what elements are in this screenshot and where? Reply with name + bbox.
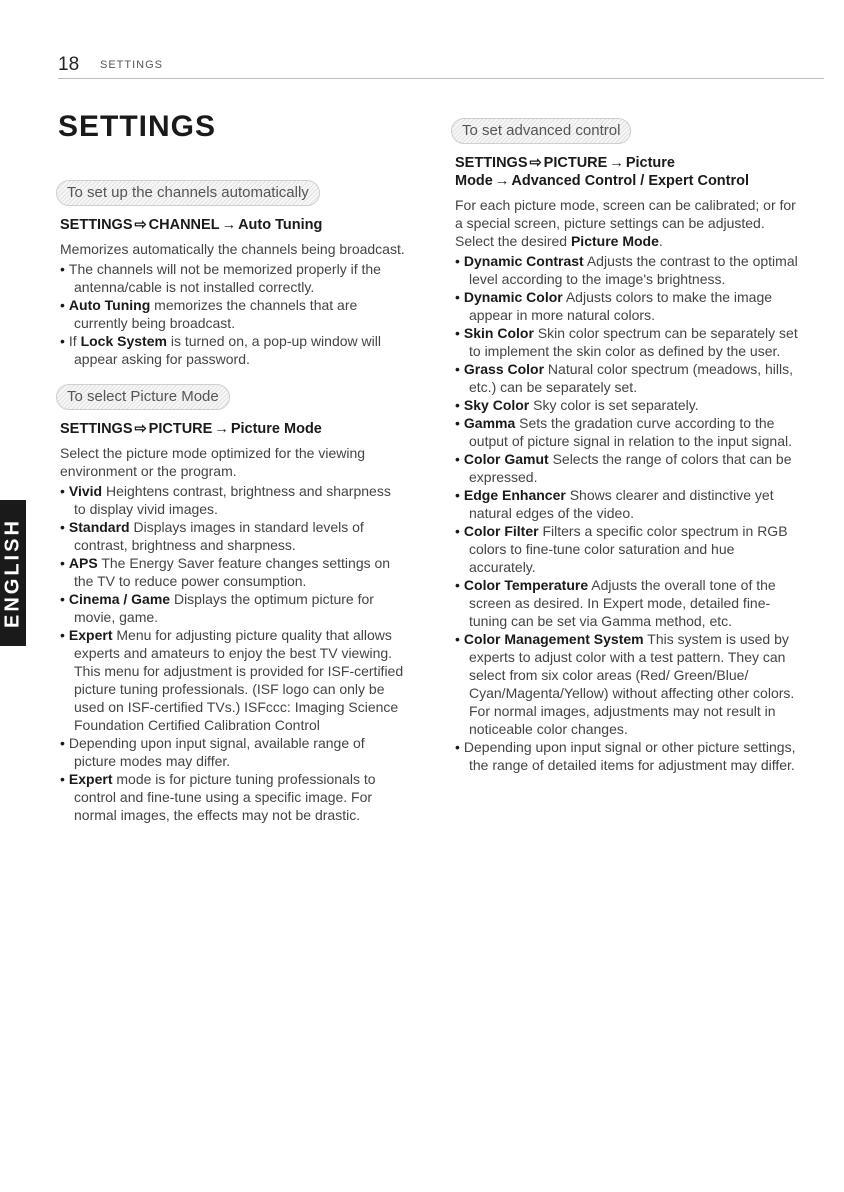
list-item: • Skin Color Skin color spectrum can be separately set to implement the skin color as defined by the user. [455,325,798,359]
left-column [60,180,405,840]
section-intro-channels: Memorizes automatically the channels being broadcast. [60,241,405,257]
list-item: • The channels will not be memorized properly if the antenna/cable is not installed correctly. [60,261,381,295]
bullet-icon: • [455,361,460,377]
list-item: • Dynamic Contrast Adjusts the contrast to the optimal level according to the image's brightness. [455,253,798,287]
right-arrow-icon: → [221,217,237,233]
bullet-icon: • [60,333,65,349]
list-item: • Standard Displays images in standard levels of contrast, brightness and sharpness. [60,519,364,553]
list-item: • If Lock System is turned on, a pop-up window will appear asking for password. [60,333,381,367]
list-item: • Color Filter Filters a specific color spectrum in RGB colors to fine-tune color saturation and hue accurately. [455,523,788,575]
list-item: • Auto Tuning memorizes the channels that are currently being broadcast. [60,297,358,331]
bullet-icon: • [455,739,460,755]
section-channels [60,180,405,368]
menu-path-channels: SETTINGS ⇨ CHANNEL → Auto Tuning [60,217,323,233]
bullet-icon: • [455,451,460,467]
list-item: • APS The Energy Saver feature changes settings on the TV to reduce power consumption. [60,555,391,589]
bullet-icon: • [455,289,460,305]
open-arrow-icon: ⇨ [529,155,542,171]
right-arrow-icon: → [214,421,229,437]
list-item: • Color Temperature Adjusts the overall tone of the screen as desired. In Expert mode, detailed fine-tuning can be set via Gamma method, etc. [455,577,776,629]
list-item: • Grass Color Natural color spectrum (meadows, hills, etc.) can be separately set. [455,361,794,395]
bullet-icon: • [60,483,65,499]
advanced-control-list [455,252,800,774]
bullet-icon: • [455,631,460,647]
list-item: • Edge Enhancer Shows clearer and distinctive yet natural edges of the video. [455,487,774,521]
list-item: • Depending upon input signal or other picture settings, the range of detailed items for adjustment may differ. [455,739,796,773]
section-advanced-control [455,118,800,774]
bullet-icon: • [60,735,65,751]
bullet-icon: • [60,297,65,313]
right-arrow-icon: → [609,155,624,171]
list-item: • Sky Color Sky color is set separately. [455,397,699,413]
picture-mode-list [60,482,405,824]
list-item: • Dynamic Color Adjusts colors to make the image appear in more natural colors. [455,289,773,323]
page-section-label: SETTINGS [100,59,164,71]
menu-path-advanced: SETTINGS ⇨ PICTURE → Picture Mode → Advanced Control / Expert Control [455,155,750,189]
page-number: 18 [58,54,80,75]
bullet-icon: • [455,325,460,341]
section-heading-picture-mode: To select Picture Mode [56,384,230,410]
menu-path-picture-mode: SETTINGS ⇨ PICTURE → Picture Mode [60,421,322,437]
bullet-icon: • [455,253,460,269]
section-intro-advanced: For each picture mode, screen can be calibrated; or for a special screen, picture settings can be adjusted. Select the desired Picture Mode. [455,197,796,249]
list-item: • Expert mode is for picture tuning professionals to control and fine-tune using a specific image. For normal images, the effects may not be drastic. [60,771,376,823]
language-side-tab [0,500,26,646]
list-item: • Expert Menu for adjusting picture quality that allows experts and amateurs to enjoy the best TV viewing. This menu for adjustment is provided for ISF-certified picture tuning professionals. (ISF logo can only be used on ISF-certified TVs.) ISFccc: Imaging Science Foundation Certified Calibration Control [60,627,404,733]
section-intro-picture-mode: Select the picture mode optimized for the viewing environment or the program. [60,445,366,479]
bullet-icon: • [60,591,65,607]
bullet-icon: • [455,487,460,503]
bullet-icon: • [60,261,65,277]
channels-list [60,260,405,368]
bullet-icon: • [455,397,460,413]
section-heading-channels: To set up the channels automatically [56,180,320,206]
list-item: • Depending upon input signal, available range of picture modes may differ. [60,735,365,769]
bullet-icon: • [60,519,65,535]
bullet-icon: • [455,523,460,539]
section-heading-advanced: To set advanced control [451,118,631,144]
bullet-icon: • [455,415,460,431]
open-arrow-icon: ⇨ [134,217,147,233]
bullet-icon: • [455,577,460,593]
list-item: • Gamma Sets the gradation curve according to the output of picture signal in relation to the input signal. [455,415,792,449]
page-title: SETTINGS [58,110,217,143]
section-picture-mode [60,384,405,824]
bullet-icon: • [60,771,65,787]
bullet-icon: • [60,627,65,643]
list-item: • Cinema / Game Displays the optimum picture for movie, game. [60,591,374,625]
open-arrow-icon: ⇨ [134,421,147,437]
right-column [455,118,800,790]
list-item: • Vivid Heightens contrast, brightness and sharpness to display vivid images. [60,483,391,517]
language-side-tab-label: ENGLISH [1,518,24,628]
list-item: • Color Management System This system is used by experts to adjust color with a test pattern. They can select from six color areas (Red/ Green/Blue/ Cyan/Magenta/Yellow) without affecting other colors. For normal images, adjustments may not result in noticeable color changes. [455,631,795,737]
right-arrow-icon: → [494,173,510,189]
list-item: • Color Gamut Selects the range of colors that can be expressed. [455,451,792,485]
bullet-icon: • [60,555,65,571]
page-header [58,54,824,79]
